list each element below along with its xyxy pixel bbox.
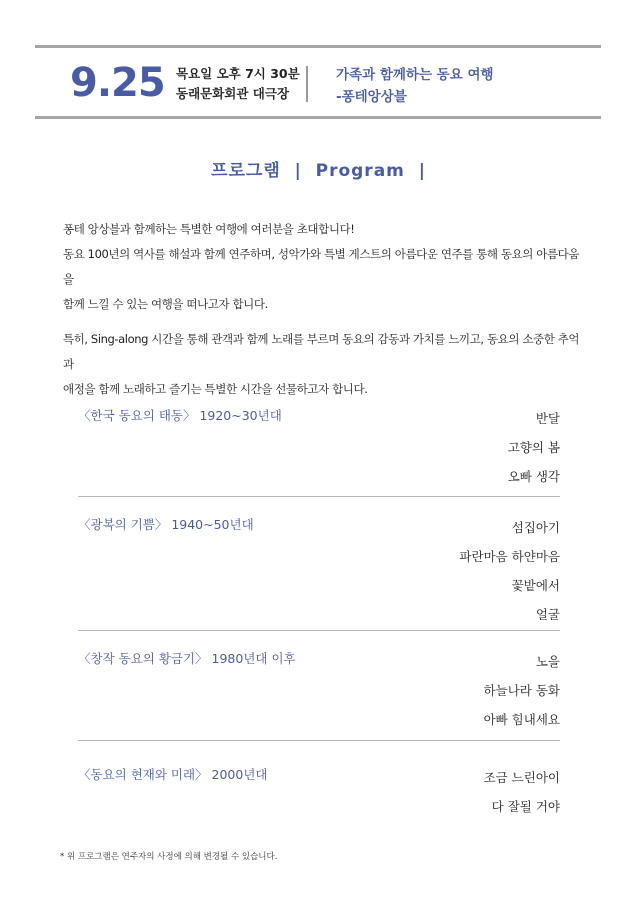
- event-time: 목요일 오후 7시 30분: [176, 66, 300, 81]
- header-bottom-rule: [35, 116, 601, 119]
- song-title: 아빠 힘내세요: [483, 712, 560, 727]
- event-time-venue: [176, 64, 300, 104]
- song-title: 하늘나라 동화: [483, 683, 560, 698]
- intro-line: 퐁테 앙상블과 함께하는 특별한 여행에 여러분을 초대합니다!: [63, 222, 355, 236]
- section-divider: [78, 740, 560, 741]
- intro-line: 동요 100년의 역사를 해설과 함께 연주하며, 성악가와 특별 게스트의 아름다운 연주를 통해 동요의 아름다움을: [63, 247, 580, 286]
- event-venue: 동래문화회관 대극장: [176, 86, 290, 101]
- song-list: [508, 404, 560, 491]
- song-list: [484, 763, 560, 821]
- section-divider: [78, 496, 560, 497]
- intro-line: 애정을 함께 노래하고 즐기는 특별한 시간을 선물하고자 합니다.: [63, 382, 368, 396]
- song-title: 노을: [535, 654, 560, 669]
- section-heading: 〈동요의 현재와 미래〉 2000년대: [78, 767, 268, 782]
- song-list: [459, 513, 560, 629]
- song-title: 오빠 생각: [507, 469, 560, 484]
- song-list: [484, 647, 560, 734]
- header-separator: [306, 66, 308, 102]
- event-title-line2: -퐁테앙상블: [336, 89, 407, 105]
- song-title: 조금 느린아이: [483, 770, 560, 785]
- program-intro: [63, 217, 583, 402]
- section-heading: 〈광복의 기쁨〉 1940~50년대: [78, 517, 254, 532]
- event-date: 9.25: [70, 60, 165, 106]
- section-divider: [78, 630, 560, 631]
- song-title: 섬집아기: [511, 520, 560, 535]
- song-title: 파란마음 하얀마음: [459, 549, 560, 564]
- footnote: * 위 프로그램은 연주자의 사정에 의해 변경될 수 있습니다.: [60, 852, 278, 862]
- event-title-line1: 가족과 함께하는 동요 여행: [336, 67, 494, 83]
- song-title: 다 잘될 거야: [491, 799, 560, 814]
- section-heading: 〈한국 동요의 태동〉 1920~30년대: [78, 408, 282, 423]
- intro-line: 특히, Sing-along 시간을 통해 관객과 함께 노래를 부르며 동요의 감동과 가치를 느끼고, 동요의 소중한 추억과: [63, 332, 580, 371]
- song-title: 꽃밭에서: [511, 578, 560, 593]
- song-title: 얼굴: [535, 607, 560, 622]
- intro-line: 함께 느낄 수 있는 여행을 떠나고자 합니다.: [63, 297, 268, 311]
- program-title: 프로그램 | Program |: [211, 161, 426, 181]
- song-title: 반달: [535, 411, 560, 426]
- section-heading: 〈창작 동요의 황금기〉 1980년대 이후: [78, 651, 296, 666]
- header-top-rule: [35, 45, 601, 48]
- song-title: 고향의 봄: [507, 440, 560, 455]
- event-title: [336, 64, 494, 108]
